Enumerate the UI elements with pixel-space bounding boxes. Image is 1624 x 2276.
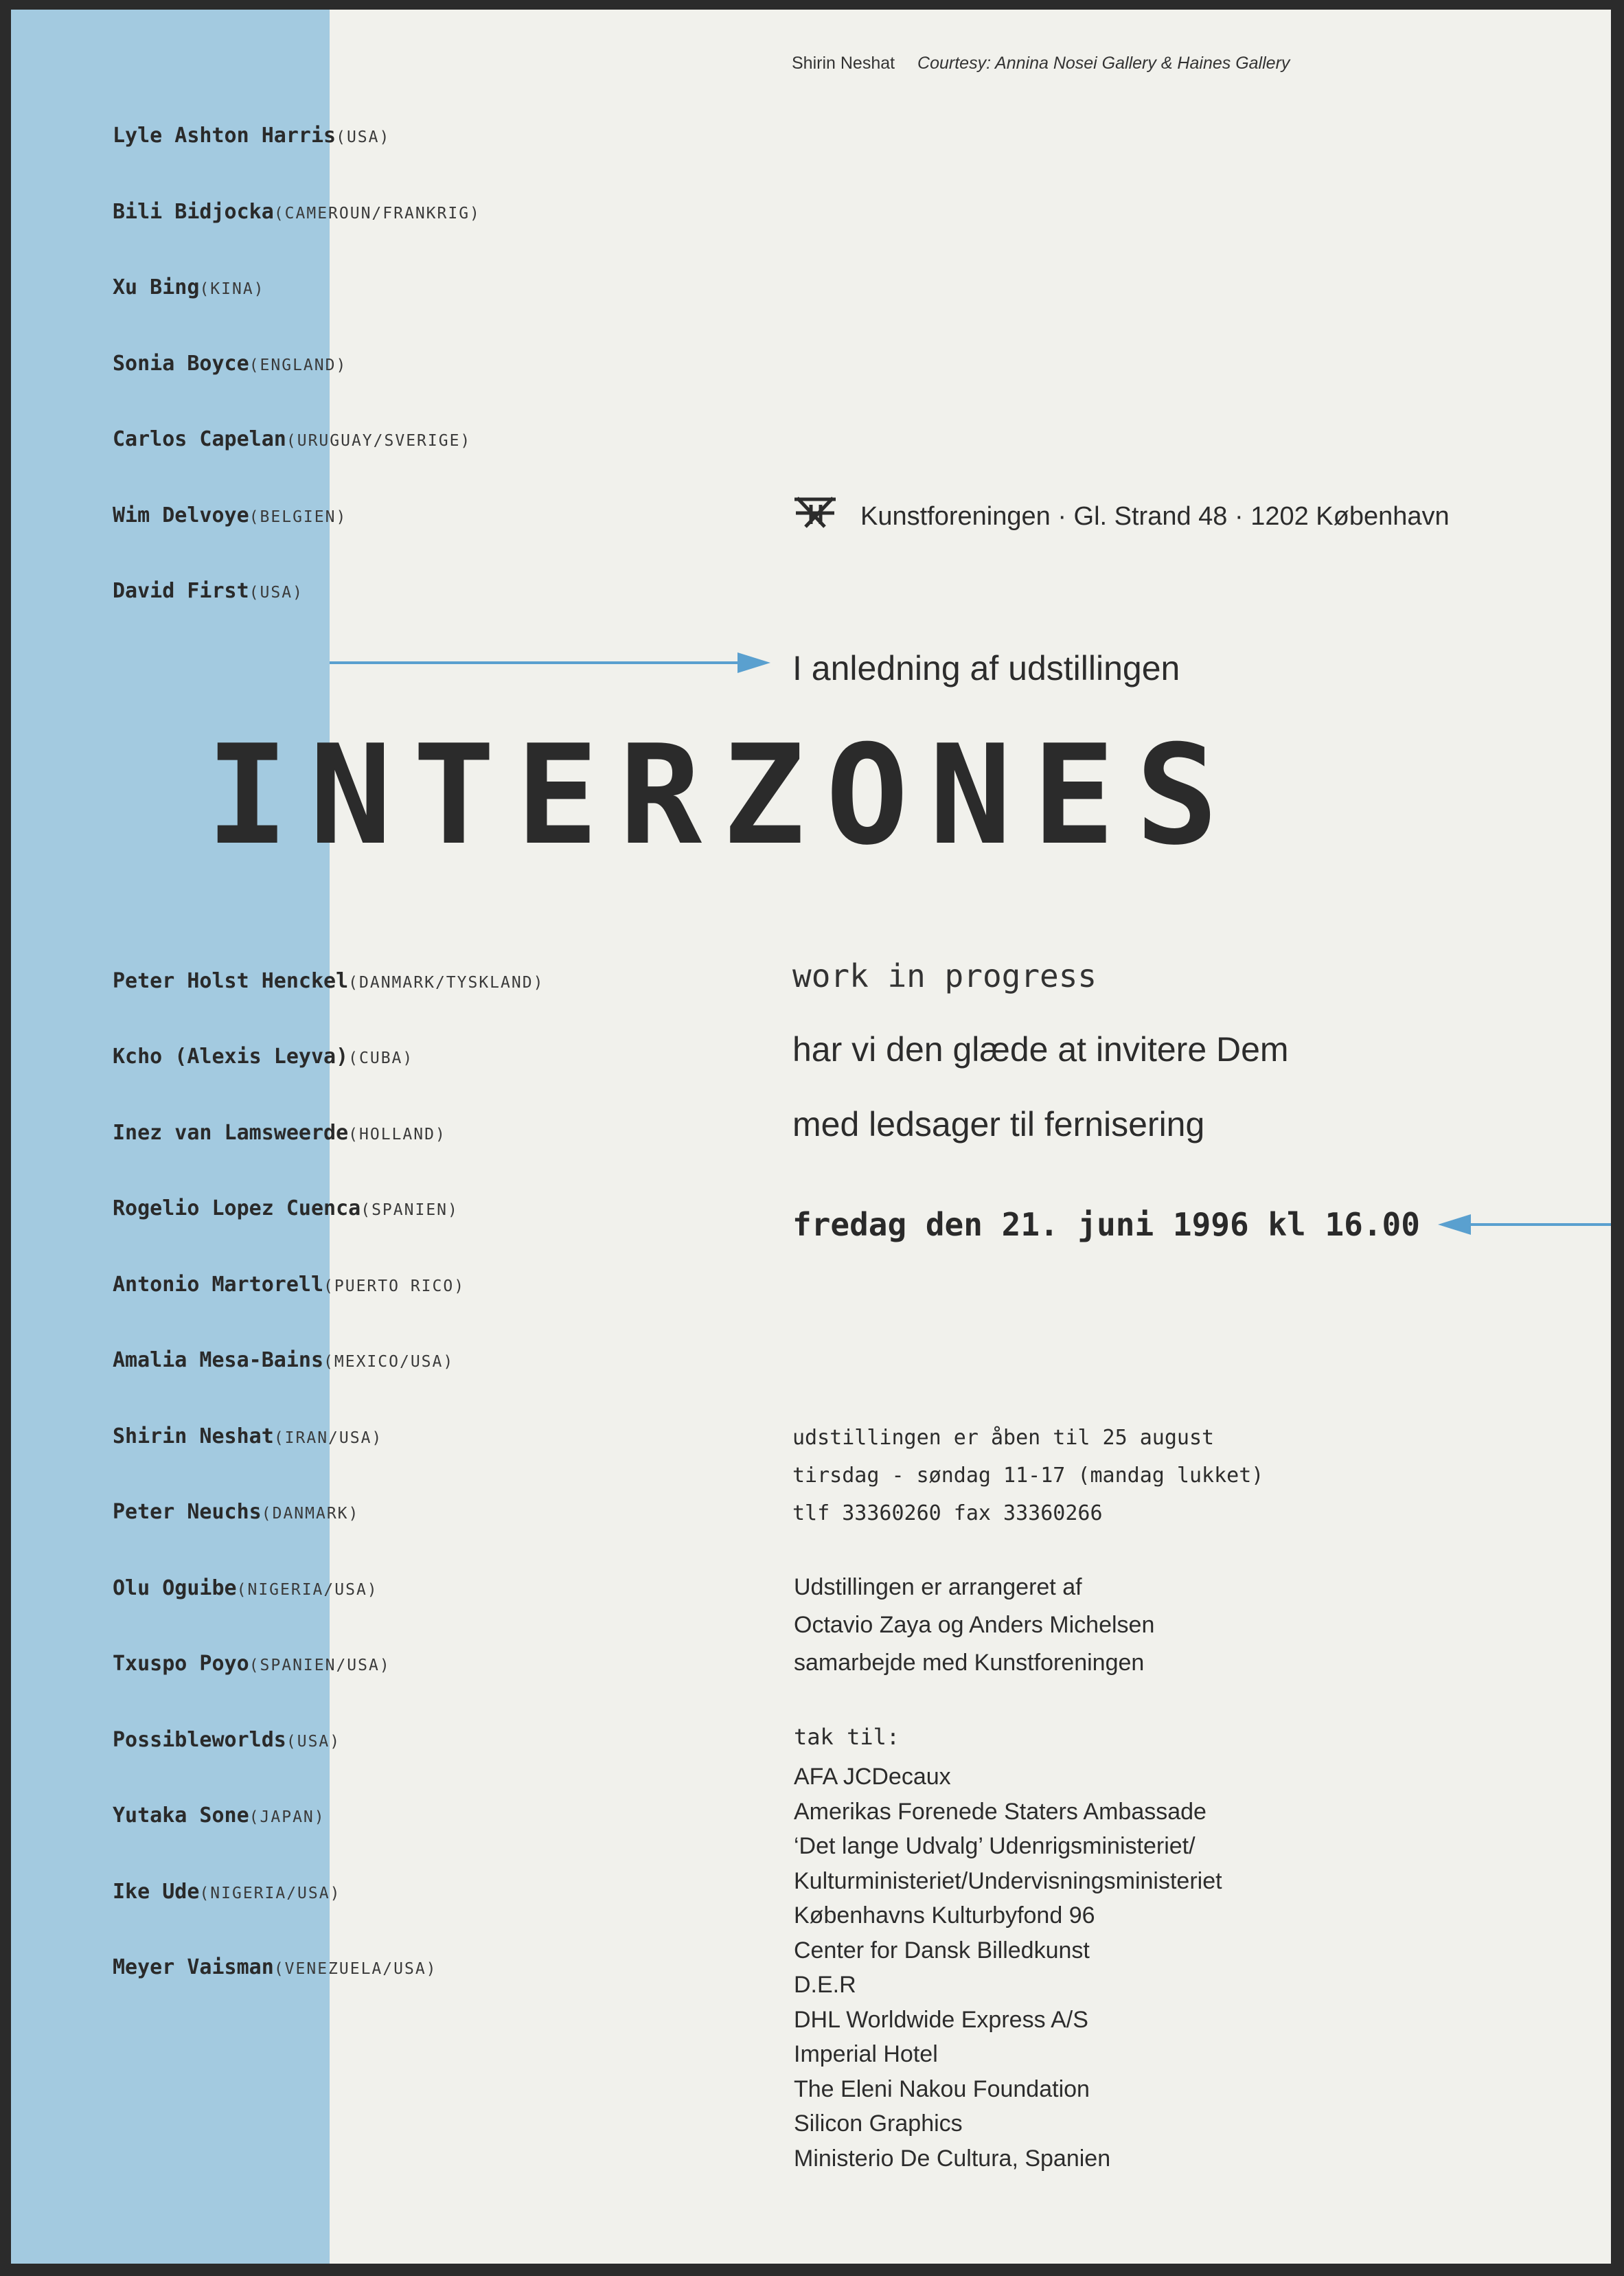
arranged-line-3: samarbejde med Kunstforeningen (794, 1650, 1145, 1676)
artist-name: Rogelio Lopez Cuenca (113, 1196, 361, 1220)
arranged-line-1: Udstillingen er arrangeret af (794, 1574, 1082, 1600)
poster (11, 10, 1611, 2264)
artist-name: Kcho (Alexis Leyva) (113, 1045, 349, 1069)
intro-text: I anledning af udstillingen (792, 649, 1180, 687)
artist-item (113, 1121, 446, 1145)
artist-item (113, 579, 304, 603)
info-line-2: tirsdag - søndag 11-17 (mandag lukket) (792, 1464, 1264, 1488)
artist-name: Shirin Neshat (113, 1424, 274, 1448)
artist-name: Olu Oguibe (113, 1576, 237, 1600)
artist-name: Inez van Lamsweerde (113, 1121, 349, 1145)
info-line-1: udstillingen er åben til 25 august (792, 1426, 1215, 1450)
invite-line-1: har vi den glæde at invitere Dem (792, 1030, 1289, 1069)
artist-item (113, 1803, 325, 1828)
artist-country: (ENGLAND) (249, 356, 347, 374)
artist-country: (USA) (336, 128, 391, 146)
artist-name: Xu Bing (113, 275, 200, 299)
artist-country: (SPANIEN/USA) (249, 1657, 391, 1674)
artist-name: Txuspo Poyo (113, 1652, 249, 1676)
arrow-right-icon (737, 652, 770, 673)
artist-item (113, 1424, 382, 1448)
subtitle: work in progress (792, 957, 1097, 994)
artist-country: (JAPAN) (249, 1808, 325, 1826)
artist-item (113, 1196, 459, 1220)
artist-country: (SPANIEN) (361, 1201, 459, 1219)
photo-credit (792, 54, 1290, 73)
sponsor-item: Silicon Graphics (794, 2110, 963, 2137)
address-text: Kunstforeningen · Gl. Strand 48 · 1202 København (860, 501, 1450, 531)
artist-name: Peter Holst Henckel (113, 969, 349, 993)
artist-country: (CUBA) (348, 1049, 414, 1067)
sponsor-item: Imperial Hotel (794, 2041, 938, 2067)
artist-item (113, 1273, 465, 1297)
artist-name: Antonio Martorell (113, 1273, 324, 1297)
artist-name: Sonia Boyce (113, 352, 249, 376)
artist-item (113, 427, 471, 451)
artist-country: (NIGERIA/USA) (236, 1581, 378, 1599)
thanks-label: tak til: (794, 1724, 900, 1750)
sponsor-item: Københavns Kulturbyfond 96 (794, 1902, 1095, 1928)
artist-name: David First (113, 579, 249, 603)
sponsor-item: AFA JCDecaux (794, 1764, 951, 1790)
artist-item (113, 1045, 413, 1069)
artist-item (113, 124, 390, 148)
artist-name: Wim Delvoye (113, 503, 249, 527)
credit-photographer: Shirin Neshat (792, 54, 895, 73)
kunstforeningen-logo-icon (790, 495, 840, 538)
artist-country: (MEXICO/USA) (323, 1353, 455, 1371)
invite-line-2: med ledsager til fernisering (792, 1105, 1205, 1143)
arrow-left-icon (1438, 1214, 1471, 1235)
artist-item (113, 1500, 359, 1524)
artist-name: Possibleworlds (113, 1728, 286, 1752)
venue-address (790, 495, 1450, 538)
artist-item (113, 1955, 437, 1979)
artist-country: (DANMARK) (261, 1505, 360, 1523)
sponsor-item: The Eleni Nakou Foundation (794, 2075, 1090, 2102)
artist-country: (URUGUAY/SVERIGE) (286, 432, 472, 450)
artist-country: (VENEZUELA/USA) (273, 1960, 437, 1978)
artist-item (113, 1652, 391, 1676)
artist-country: (CAMEROUN/FRANKRIG) (273, 205, 481, 223)
artist-name: Carlos Capelan (113, 427, 286, 451)
artist-name: Bili Bidjocka (113, 200, 274, 224)
artist-country: (NIGERIA/USA) (199, 1885, 341, 1902)
arrow-line-bottom (1467, 1223, 1611, 1226)
arranged-by (794, 1569, 1154, 1682)
artist-item (113, 1728, 341, 1752)
artist-name: Meyer Vaisman (113, 1955, 274, 1979)
sponsor-item: ‘Det lange Udvalg’ Udenrigsministeriet/ (794, 1833, 1196, 1859)
artist-item (113, 503, 347, 527)
artist-name: Peter Neuchs (113, 1500, 262, 1524)
sponsor-item: Center for Dansk Billedkunst (794, 1937, 1090, 1964)
artist-item (113, 352, 347, 376)
sponsor-list (794, 1760, 1222, 2176)
artist-name: Ike Ude (113, 1880, 200, 1904)
artist-country: (USA) (249, 584, 304, 602)
artist-item (113, 1348, 454, 1372)
opening-info (792, 1419, 1263, 1532)
artist-country: (IRAN/USA) (273, 1429, 383, 1447)
sponsor-item: DHL Worldwide Express A/S (794, 2006, 1088, 2033)
artist-country: (PUERTO RICO) (323, 1277, 466, 1295)
artist-name: Lyle Ashton Harris (113, 124, 336, 148)
artist-country: (BELGIEN) (249, 508, 347, 526)
artist-item (113, 969, 544, 993)
sponsor-item: Ministerio De Cultura, Spanien (794, 2145, 1111, 2172)
artist-country: (USA) (286, 1733, 341, 1751)
artist-item (113, 1576, 378, 1600)
exhibition-title: INTERZONES (206, 716, 1239, 876)
arranged-line-2: Octavio Zaya og Anders Michelsen (794, 1612, 1155, 1638)
artist-country: (HOLLAND) (348, 1126, 446, 1143)
opening-date: fredag den 21. juni 1996 kl 16.00 (792, 1206, 1420, 1243)
artist-item (113, 200, 481, 224)
arrow-line-top (330, 661, 742, 664)
sponsor-item: Amerikas Forenede Staters Ambassade (794, 1798, 1206, 1825)
artist-name: Amalia Mesa-Bains (113, 1348, 324, 1372)
artist-item (113, 1880, 341, 1904)
artist-item (113, 275, 265, 299)
artist-country: (DANMARK/TYSKLAND) (348, 974, 545, 992)
sponsor-item: Kulturministeriet/Undervisningsministeriet (794, 1867, 1222, 1894)
artist-name: Yutaka Sone (113, 1803, 249, 1828)
sponsor-item: D.E.R (794, 1972, 856, 1998)
artist-country: (KINA) (199, 280, 265, 298)
info-line-3: tlf 33360260 fax 33360266 (792, 1501, 1103, 1525)
credit-courtesy: Courtesy: Annina Nosei Gallery & Haines Gallery (917, 54, 1290, 73)
